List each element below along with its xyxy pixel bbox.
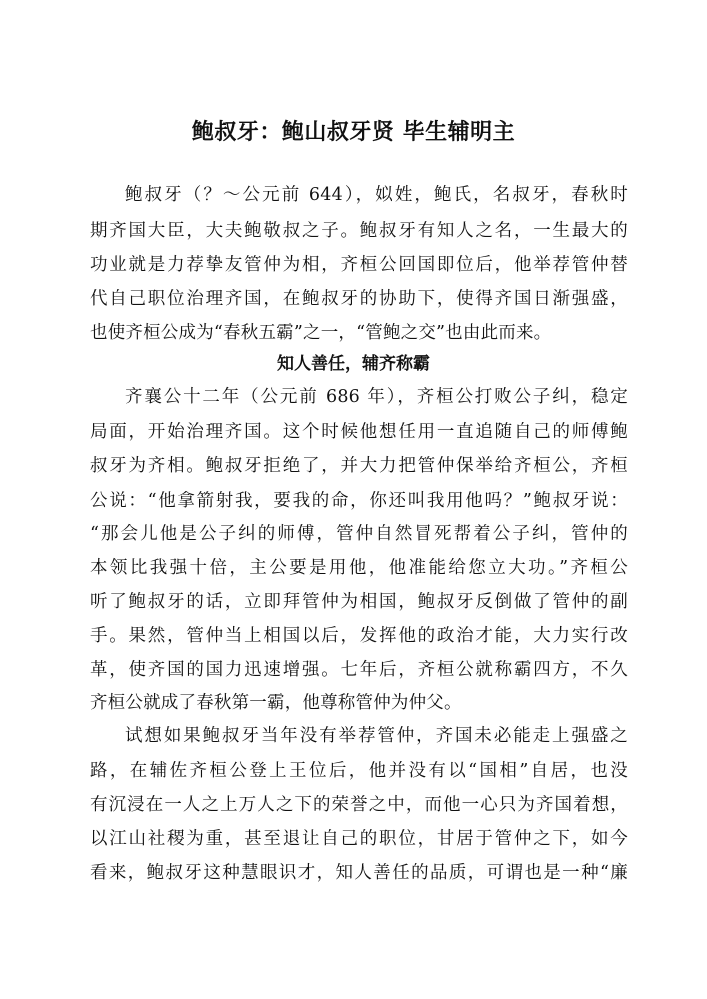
paragraph-line: 齐桓公就成了春秋第一霸，他尊称管仲为仲父。 [90,693,462,713]
paragraph-line: 试想如果鲍叔牙当年没有举荐管仲，齐国未必能走上强盛之 [125,726,628,746]
paragraph-line: 革，使齐国的国力迅速增强。七年后，齐桓公就称霸四方，不久 [90,660,628,680]
paragraph-line: 叔牙为齐相。鲍叔牙拒绝了，并大力把管仲保举给齐桓公，齐桓 [90,456,628,476]
paragraph-line: 本领比我强十倍，主公要是用他，他准能给您立大功。”齐桓公 [90,558,628,578]
section-heading: 知人善任，辅齐称霸 [277,354,430,374]
document-title: 鲍叔牙：鲍山叔牙贤 毕生辅明主 [191,119,516,145]
paragraph-line: 鲍叔牙（？～公元前 644），姒姓，鲍氏，名叔牙，春秋时 [125,185,628,205]
paragraph-line: 功业就是力荐挚友管仲为相，齐桓公回国即位后，他举荐管仲替 [90,255,628,275]
paragraph-line: 公说：“他拿箭射我，要我的命，你还叫我用他吗？”鲍叔牙说： [90,491,628,511]
paragraph-line: 齐襄公十二年（公元前 686 年），齐桓公打败公子纠，稳定 [125,387,628,407]
paragraph-line: 有沉浸在一人之上万人之下的荣誉之中，而他一心只为齐国着想， [90,795,628,815]
paragraph-line: 手。果然，管仲当上相国以后，发挥他的政治才能，大力实行改 [90,626,628,646]
paragraph-line: “那会儿他是公子纠的师傅，管仲自然冒死帮着公子纠，管仲的 [90,524,628,544]
paragraph-line: 看来，鲍叔牙这种慧眼识才，知人善任的品质，可谓也是一种“廉 [90,863,628,883]
paragraph-line: 听了鲍叔牙的话，立即拜管仲为相国，鲍叔牙反倒做了管仲的副 [90,592,628,612]
paragraph-line: 以江山社稷为重，甚至退让自己的职位，甘居于管仲之下，如今 [90,829,628,849]
paragraph-line: 代自己职位治理齐国，在鲍叔牙的协助下，使得齐国日渐强盛， [90,289,628,309]
paragraph-line: 局面，开始治理齐国。这个时候他想任用一直追随自己的师傅鲍 [90,422,628,442]
paragraph-line: 期齐国大臣，大夫鲍敬叔之子。鲍叔牙有知人之名，一生最大的 [90,221,628,241]
paragraph-line: 也使齐桓公成为“春秋五霸”之一，“管鲍之交”也由此而来。 [90,323,552,343]
paragraph-line: 路，在辅佐齐桓公登上王位后，他并没有以“国相”自居，也没 [90,761,628,781]
